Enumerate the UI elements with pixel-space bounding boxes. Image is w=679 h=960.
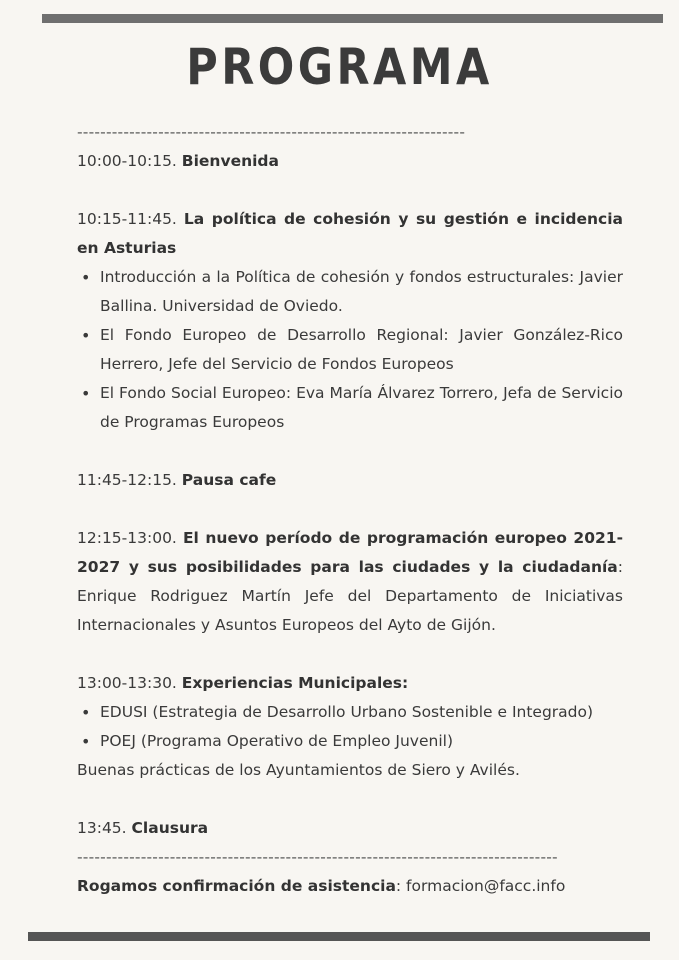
list-item: • EDUSI (Estrategia de Desarrollo Urbano Sostenible e Integrado) [77, 698, 623, 727]
list-item: • El Fondo Europeo de Desarrollo Regional: Javier González-Rico Herrero, Jefe del Servicio de Fondos Europeos [77, 321, 623, 379]
session-time: 11:45-12:15. [77, 471, 177, 489]
session-title: Clausura [131, 819, 209, 837]
session-title: El nuevo período de programación europeo 2021-2027 y sus posibilidades para las ciudades y la ciudadanía [77, 529, 623, 576]
separator-top: ------------------------------------------------------------------- [77, 123, 466, 141]
session-welcome [77, 147, 623, 176]
session-municipal-experiences [77, 669, 623, 698]
session-cohesion-list [77, 263, 623, 437]
session-title: Pausa cafe [181, 471, 277, 489]
session-title: La política de cohesión y su gestión e incidencia en Asturias [77, 210, 623, 257]
rsvp-email: : formacion@facc.info [395, 877, 566, 895]
bottom-divider-bar [28, 932, 650, 941]
rsvp-label: Rogamos confirmación de asistencia [77, 877, 396, 895]
session-time: 12:15-13:00. [77, 529, 177, 547]
top-divider-bar [42, 14, 663, 23]
rsvp-footer [77, 872, 623, 901]
session-time: 10:00-10:15. [77, 152, 177, 170]
session-title: Bienvenida [181, 152, 279, 170]
session-time: 10:15-11:45. [77, 210, 177, 228]
session-detail: : Enrique Rodriguez Martín Jefe del Departamento de Iniciativas Internacionales y Asuntos Europeos del Ayto de Gijón. [77, 558, 623, 634]
session-time: 13:00-13:30. [77, 674, 177, 692]
session-closing [77, 814, 623, 843]
list-item: • POEJ (Programa Operativo de Empleo Juvenil) [77, 727, 623, 756]
page-title: PROGRAMA [186, 38, 493, 96]
session-municipal-list [77, 698, 623, 756]
separator-bottom: ----------------------------------------------------------------------------------- [77, 848, 558, 866]
program-content [77, 118, 623, 901]
session-time: 13:45. [77, 819, 127, 837]
session-note: Buenas prácticas de los Ayuntamientos de Siero y Avilés. [77, 761, 520, 779]
session-title: Experiencias Municipales: [181, 674, 409, 692]
list-item: • El Fondo Social Europeo: Eva María Álvarez Torrero, Jefa de Servicio de Programas Europeos [77, 379, 623, 437]
session-coffee-break [77, 466, 623, 495]
session-cohesion [77, 205, 623, 263]
session-programming-period [77, 524, 623, 640]
list-item: • Introducción a la Política de cohesión y fondos estructurales: Javier Ballina. Universidad de Oviedo. [77, 263, 623, 321]
